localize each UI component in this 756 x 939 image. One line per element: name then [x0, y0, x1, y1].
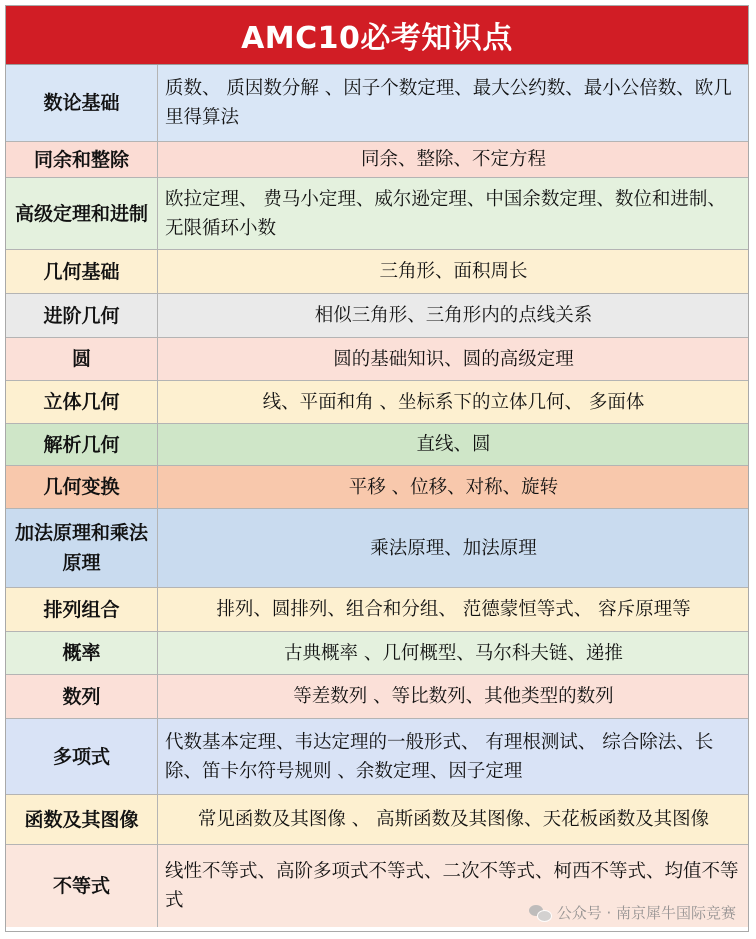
- table-row: [6, 632, 748, 675]
- content-cell: 代数基本定理、韦达定理的一般形式、 有理根测试、 综合除法、长除、笛卡尔符号规则 、余数定理、因子定理: [165, 731, 714, 782]
- content-cell: 线、平面和角 、坐标系下的立体几何、 多面体: [262, 391, 645, 413]
- topic-cell: 函数及其图像: [6, 795, 158, 844]
- table-row: [6, 675, 748, 719]
- topic-cell: 概率: [6, 632, 158, 674]
- table-row: [6, 381, 748, 424]
- knowledge-table: [5, 5, 749, 932]
- content-cell: 等差数列 、等比数列、其他类型的数列: [293, 686, 614, 707]
- table-body: [6, 65, 748, 927]
- table-row: [6, 250, 748, 294]
- table-row: [6, 795, 748, 845]
- content-cell: 同余、整除、不定方程: [360, 149, 546, 170]
- content-cell: 常见函数及其图像 、 高斯函数及其图像、天花板函数及其图像: [197, 809, 710, 830]
- content-cell: 圆的基础知识、圆的高级定理: [333, 348, 574, 370]
- topic-cell: 不等式: [6, 845, 158, 927]
- topic-cell: 立体几何: [6, 381, 158, 423]
- table-row: [6, 588, 748, 632]
- table-row: [6, 338, 748, 381]
- content-cell: 直线、圆: [416, 434, 491, 455]
- watermark: [529, 902, 736, 923]
- content-cell: 相似三角形、三角形内的点线关系: [314, 305, 593, 326]
- content-cell: 排列、圆排列、组合和分组、 范德蒙恒等式、 容斥原理等: [216, 599, 691, 620]
- content-cell: 线性不等式、高阶多项式不等式、二次不等式、柯西不等式、均值不等式: [165, 861, 739, 911]
- topic-cell: 多项式: [6, 719, 158, 794]
- topic-cell: 高级定理和进制: [6, 178, 158, 249]
- table-row: [6, 509, 748, 588]
- watermark-text: 公众号 · 南京犀牛国际竞赛: [556, 904, 736, 922]
- topic-cell: 数论基础: [6, 65, 158, 141]
- topic-cell: 解析几何: [6, 424, 158, 465]
- topic-cell: 进阶几何: [6, 294, 158, 337]
- content-cell: 古典概率 、几何概型、马尔科夫链、递推: [284, 642, 623, 664]
- content-cell: 三角形、面积周长: [379, 261, 528, 282]
- topic-cell: 同余和整除: [6, 142, 158, 177]
- table-row: [6, 294, 748, 338]
- topic-cell: 加法原理和乘法原理: [6, 509, 158, 587]
- table-row: [6, 424, 748, 466]
- content-cell: 平移 、位移、对称、旋转: [348, 476, 559, 498]
- wechat-icon: [529, 904, 551, 922]
- table-title: AMC10必考知识点: [6, 6, 748, 65]
- topic-cell: 数列: [6, 675, 158, 718]
- table-row: [6, 142, 748, 178]
- content-cell: 乘法原理、加法原理: [370, 537, 537, 559]
- topic-cell: 几何变换: [6, 466, 158, 508]
- topic-cell: 排列组合: [6, 588, 158, 631]
- table-row: [6, 65, 748, 142]
- content-cell: 欧拉定理、 费马小定理、威尔逊定理、中国余数定理、数位和进制、无限循环小数: [165, 188, 726, 239]
- topic-cell: 几何基础: [6, 250, 158, 293]
- table-row: [6, 466, 748, 509]
- content-cell: 质数、 质因数分解 、因子个数定理、最大公约数、最小公倍数、欧几里得算法: [165, 78, 732, 128]
- table-row: [6, 719, 748, 795]
- topic-cell: 圆: [6, 338, 158, 380]
- table-row: [6, 178, 748, 250]
